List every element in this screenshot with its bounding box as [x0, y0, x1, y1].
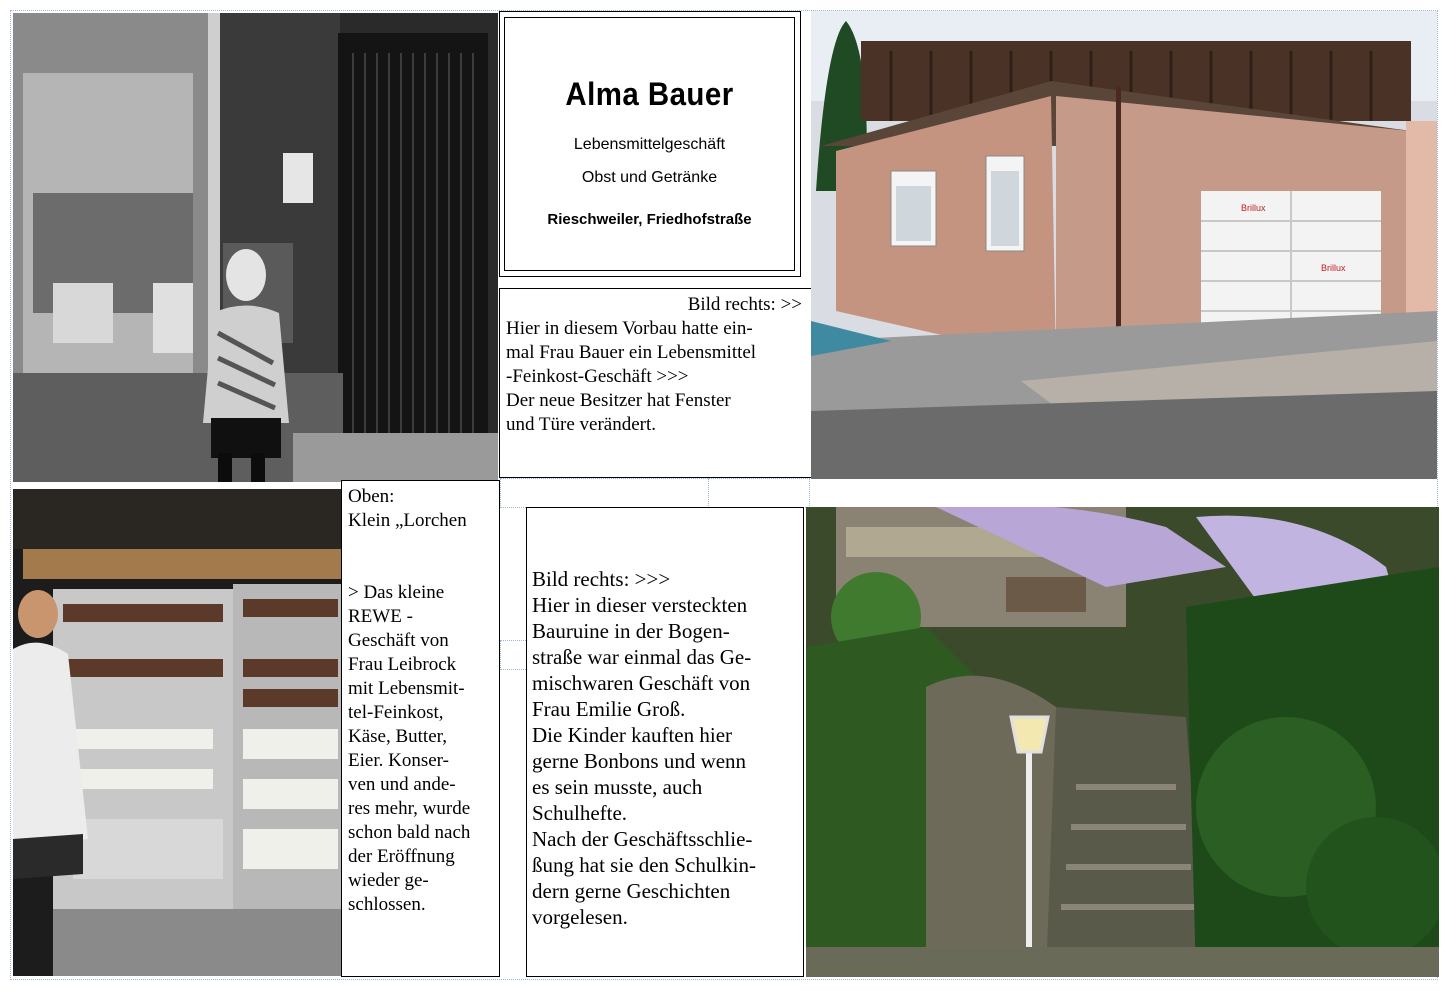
photo-overgrown-ruin [806, 507, 1439, 977]
advertisement-line-2: Obst und Getränke [581, 169, 718, 186]
box-label-2: Brillux [1321, 263, 1346, 273]
photo-rewe-interior [13, 489, 341, 976]
caption-left-body: > Das kleine REWE - Geschäft von Frau Leibrock mit Lebensmit- tel-Feinkost, Käse, Butter, Eier. Konser- ven und ande- res mehr, wurde schon bald nach der Eröffnung wieder ge- schlossen. [348, 582, 471, 915]
photo-building-today [811, 11, 1437, 479]
advertisement [499, 11, 801, 277]
caption-top [499, 288, 812, 478]
advertisement-name: Alma Bauer [565, 76, 734, 112]
caption-left-heading: Oben: Klein „Lorchen [348, 486, 467, 531]
caption-middle-body: Hier in dieser versteckten Bauruine in der Bogen- straße war einmal das Ge- mischwaren Geschäft von Frau Emilie Groß. Die Kinder kauften hier gerne Bonbons und wenn es sein musste, auch Schulhefte. Nach der Geschäftsschlie- ßung hat sie den Schulkin- dern gerne Geschichten vorgelesen. [532, 593, 756, 929]
caption-middle-heading: Bild rechts: >>> [532, 567, 671, 591]
advertisement-line-3: Rieschweiler, Friedhofstraße [547, 211, 752, 228]
caption-middle [526, 507, 804, 977]
box-label-1: Brillux [1241, 203, 1266, 213]
caption-top-heading: Bild rechts: >> [687, 294, 802, 315]
photo-girl-storefront [13, 13, 498, 482]
advertisement-frame [504, 17, 795, 271]
caption-left [341, 480, 500, 977]
advertisement-line-1: Lebensmittelgeschäft [573, 136, 726, 153]
caption-top-body: Hier in diesem Vorbau hatte ein- mal Frau Bauer ein Lebensmittel -Feinkost-Geschäft >>> Der neue Besitzer hat Fenster und Türe verändert. [506, 318, 757, 435]
